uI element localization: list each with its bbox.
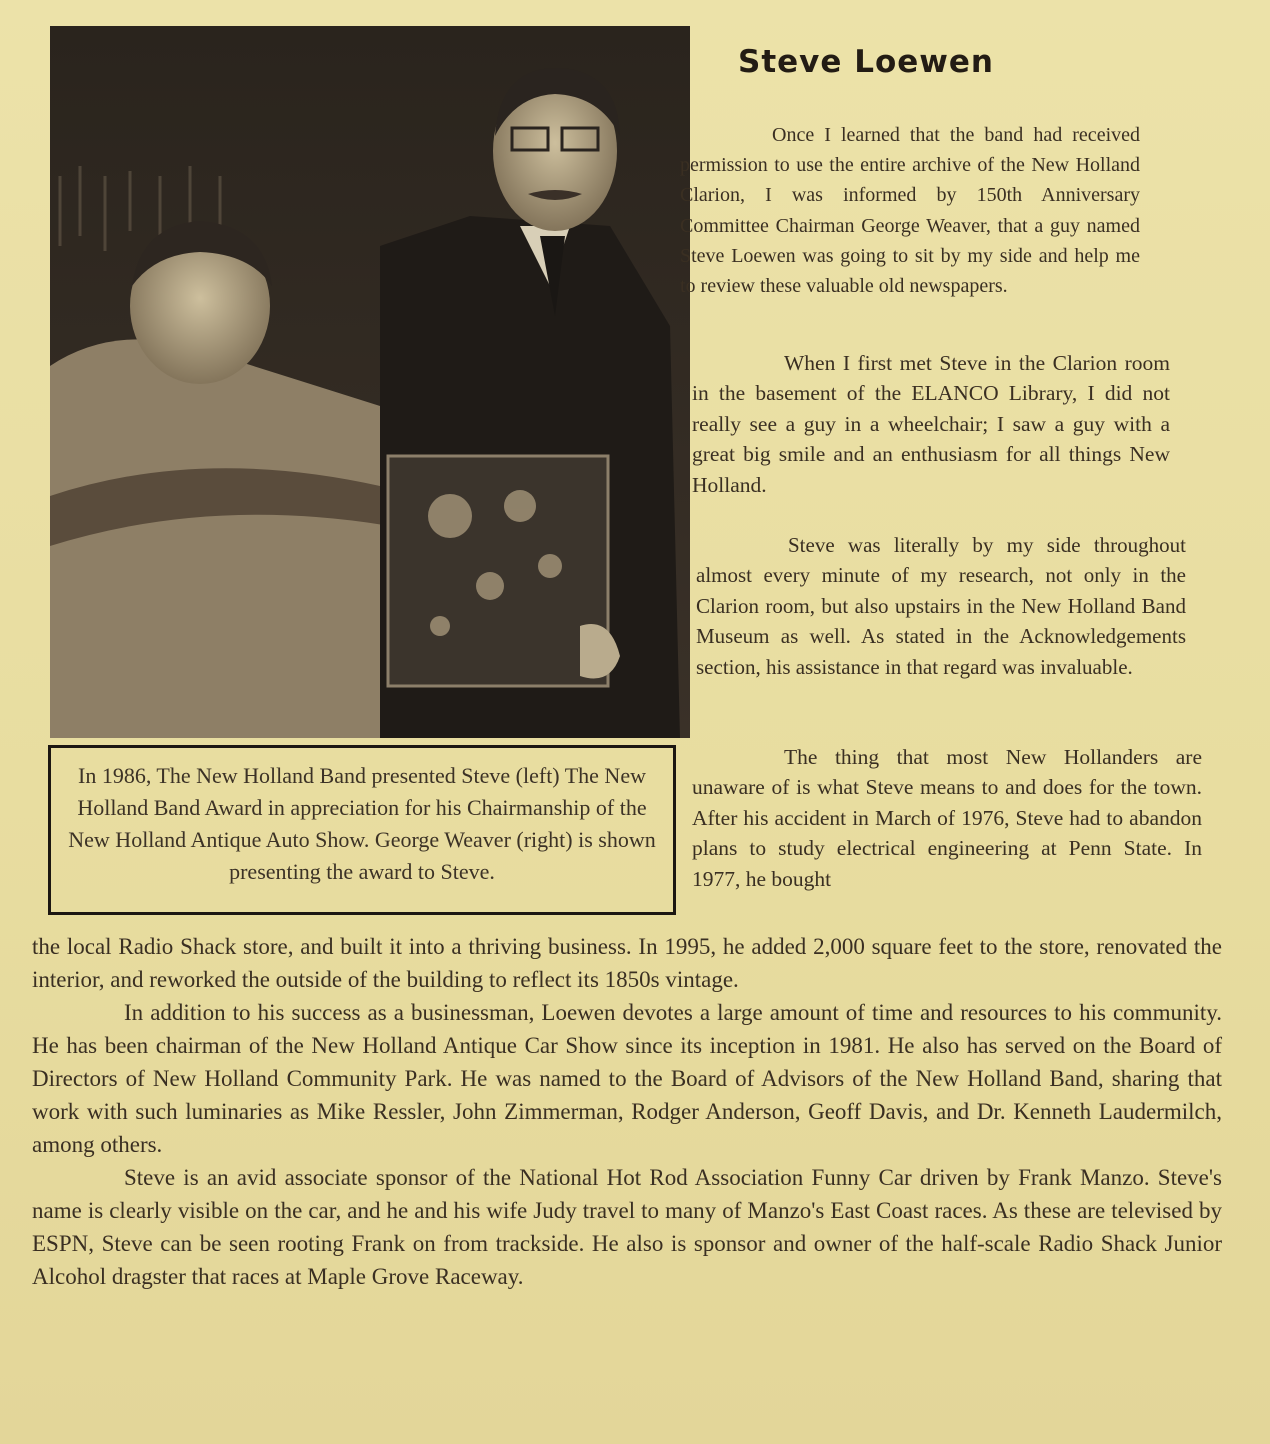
sidebar-column (680, 120, 1140, 301)
article-title: Steve Loewen (738, 44, 995, 80)
paragraph-town-start: The thing that most New Hollanders are unaware of is what Steve means to and does for the town. After his accident in March of 1976, Steve had to abandon plans to study electrical engineering at Penn State. In 1977, he bought (692, 745, 1202, 891)
sidebar-column-3 (696, 530, 1186, 682)
award-photo (50, 26, 690, 738)
paragraph-intro: Once I learned that the band had received permission to use the entire archive of the New Holland Clarion, I was informed by 150th Anniversary Committee Chairman George Weaver, that a guy named Steve Loewen was going to sit by my side and help me to review these valuable old newspapers. (680, 124, 1140, 298)
paragraph-research: Steve was literally by my side throughout almost every minute of my research, not only in the Clarion room, but also upstairs in the New Holland Band Museum as well. As stated in the Acknowledgements section, his assistance in that regard was invaluable. (696, 533, 1186, 679)
main-body (32, 930, 1222, 1293)
photo-caption: In 1986, The New Holland Band presented Steve (left) The New Holland Band Award in appreciation for his Chairmanship of the New Holland Antique Auto Show. George Weaver (right) is shown presenting the award to Steve. (48, 745, 676, 915)
paragraph-town-continued: the local Radio Shack store, and built it into a thriving business. In 1995, he added 2,000 square feet to the store, renovated the interior, and reworked the outside of the building to reflect its 1850s vintage. (32, 934, 1222, 992)
sidebar-column-2 (692, 348, 1170, 500)
paragraph-community: In addition to his success as a businessman, Loewen devotes a large amount of time and resources to his community. He has been chairman of the New Holland Antique Car Show since its inception in 1981. He also has served on the Board of Directors of New Holland Community Park. He was named to the Board of Advisors of the New Holland Band, sharing that work with such luminaries as Mike Ressler, John Zimmerman, Rodger Anderson, Geoff Davis, and Dr. Kenneth Laudermilch, among others. (32, 1000, 1222, 1157)
sidebar-column-4 (692, 742, 1202, 894)
paragraph-first-meeting: When I first met Steve in the Clarion room in the basement of the ELANCO Library, I did not really see a guy in a wheelchair; I saw a guy with a great big smile and an enthusiasm for all things New Holland. (692, 351, 1170, 497)
photo-illustration (50, 26, 690, 738)
paragraph-sponsorship: Steve is an avid associate sponsor of the National Hot Rod Association Funny Car driven by Frank Manzo. Steve's name is clearly visible on the car, and he and his wife Judy travel to many of Manzo's East Coast races. As these are televised by ESPN, Steve can be seen rooting Frank on from trackside. He also is sponsor and owner of the half-scale Radio Shack Junior Alcohol dragster that races at Maple Grove Raceway. (32, 1165, 1222, 1289)
